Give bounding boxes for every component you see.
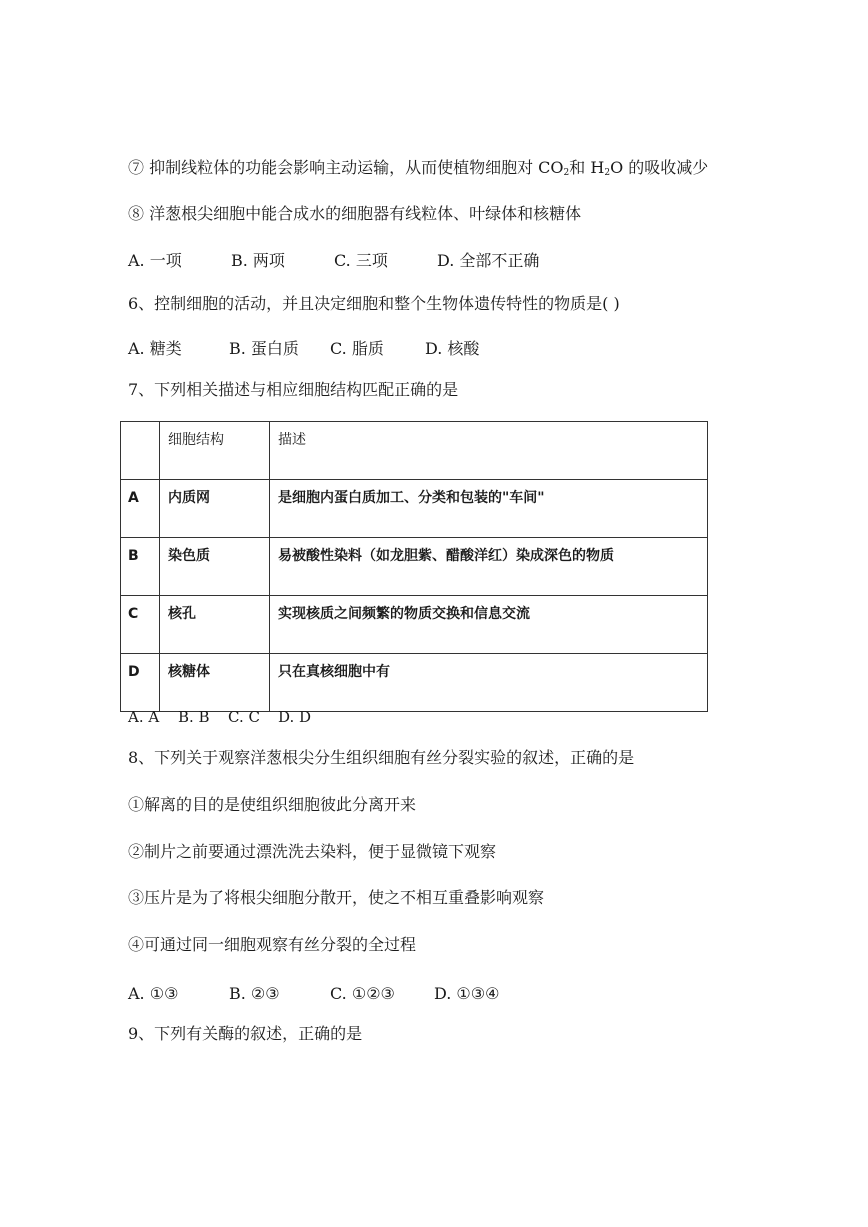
- q9-stem: 9、下列有关酶的叙述，正确的是: [128, 1024, 363, 1043]
- q6-option-c[interactable]: C. 脂质: [330, 339, 384, 358]
- table-row: [121, 480, 708, 538]
- table-header-cell: 细胞结构: [160, 422, 270, 480]
- table-cell-option: D: [121, 654, 160, 712]
- q8-stem: 8、下列关于观察洋葱根尖分生组织细胞有丝分裂实验的叙述，正确的是: [128, 748, 635, 767]
- statement-7-part-a: ⑦ 抑制线粒体的功能会影响主动运输，从而使植物细胞对 CO: [128, 158, 564, 177]
- table-cell-description: 是细胞内蛋白质加工、分类和包装的"车间": [270, 480, 708, 538]
- table-row: [121, 654, 708, 712]
- co2-subscript: 2: [563, 168, 570, 178]
- table-cell-description: 只在真核细胞中有: [270, 654, 708, 712]
- q6-option-b[interactable]: B. 蛋白质: [229, 339, 299, 358]
- q7-option-b[interactable]: B. B: [178, 708, 210, 726]
- table-row: [121, 596, 708, 654]
- table-header-cell: [121, 422, 160, 480]
- statement-8: ⑧ 洋葱根尖细胞中能合成水的细胞器有线粒体、叶绿体和核糖体: [128, 204, 582, 223]
- q7-option-a[interactable]: A. A: [128, 708, 160, 726]
- q6-option-a[interactable]: A. 糖类: [128, 339, 182, 358]
- q8-option-b[interactable]: B. ②③: [229, 984, 280, 1003]
- table-header-row: [121, 422, 708, 480]
- table-cell-option: A: [121, 480, 160, 538]
- q8-statement-1: ①解离的目的是使组织细胞彼此分离开来: [128, 795, 417, 814]
- q8-option-c[interactable]: C. ①②③: [330, 984, 395, 1003]
- q7-option-d[interactable]: D. D: [278, 708, 312, 726]
- table-cell-structure: 核孔: [160, 596, 270, 654]
- q5-option-d[interactable]: D. 全部不正确: [437, 251, 540, 270]
- table-header-cell: 描述: [270, 422, 708, 480]
- statement-7-part-c: O 的吸收减少: [610, 158, 709, 177]
- table-cell-description: 实现核质之间频繁的物质交换和信息交流: [270, 596, 708, 654]
- q5-option-c[interactable]: C. 三项: [334, 251, 388, 270]
- q8-options: [128, 984, 499, 1004]
- statement-7: [128, 158, 708, 183]
- q8-statement-4: ④可通过同一细胞观察有丝分裂的全过程: [128, 935, 417, 954]
- h2o-subscript: 2: [604, 168, 611, 178]
- q7-option-c[interactable]: C. C: [228, 708, 260, 726]
- table-cell-description: 易被酸性染料（如龙胆紫、醋酸洋红）染成深色的物质: [270, 538, 708, 596]
- q6-options: [128, 339, 479, 359]
- table-cell-structure: 核糖体: [160, 654, 270, 712]
- q8-option-a[interactable]: A. ①③: [128, 984, 179, 1003]
- table-cell-structure: 内质网: [160, 480, 270, 538]
- q5-option-a[interactable]: A. 一项: [128, 251, 182, 270]
- q5-options: [128, 251, 539, 271]
- table-cell-structure: 染色质: [160, 538, 270, 596]
- q8-statement-3: ③压片是为了将根尖细胞分散开，使之不相互重叠影响观察: [128, 888, 545, 907]
- q7-stem: 7、下列相关描述与相应细胞结构匹配正确的是: [128, 380, 459, 399]
- q6-stem: 6、控制细胞的活动，并且决定细胞和整个生物体遗传特性的物质是( ): [128, 294, 620, 313]
- q6-option-d[interactable]: D. 核酸: [425, 339, 480, 358]
- statement-7-part-b: 和 H: [569, 158, 605, 177]
- q8-statement-2: ②制片之前要通过漂洗洗去染料，便于显微镜下观察: [128, 842, 497, 861]
- q7-table: [120, 421, 708, 712]
- q5-option-b[interactable]: B. 两项: [231, 251, 285, 270]
- table-cell-option: C: [121, 596, 160, 654]
- q7-options: [128, 707, 311, 727]
- table-cell-option: B: [121, 538, 160, 596]
- table-row: [121, 538, 708, 596]
- q8-option-d[interactable]: D. ①③④: [434, 984, 500, 1003]
